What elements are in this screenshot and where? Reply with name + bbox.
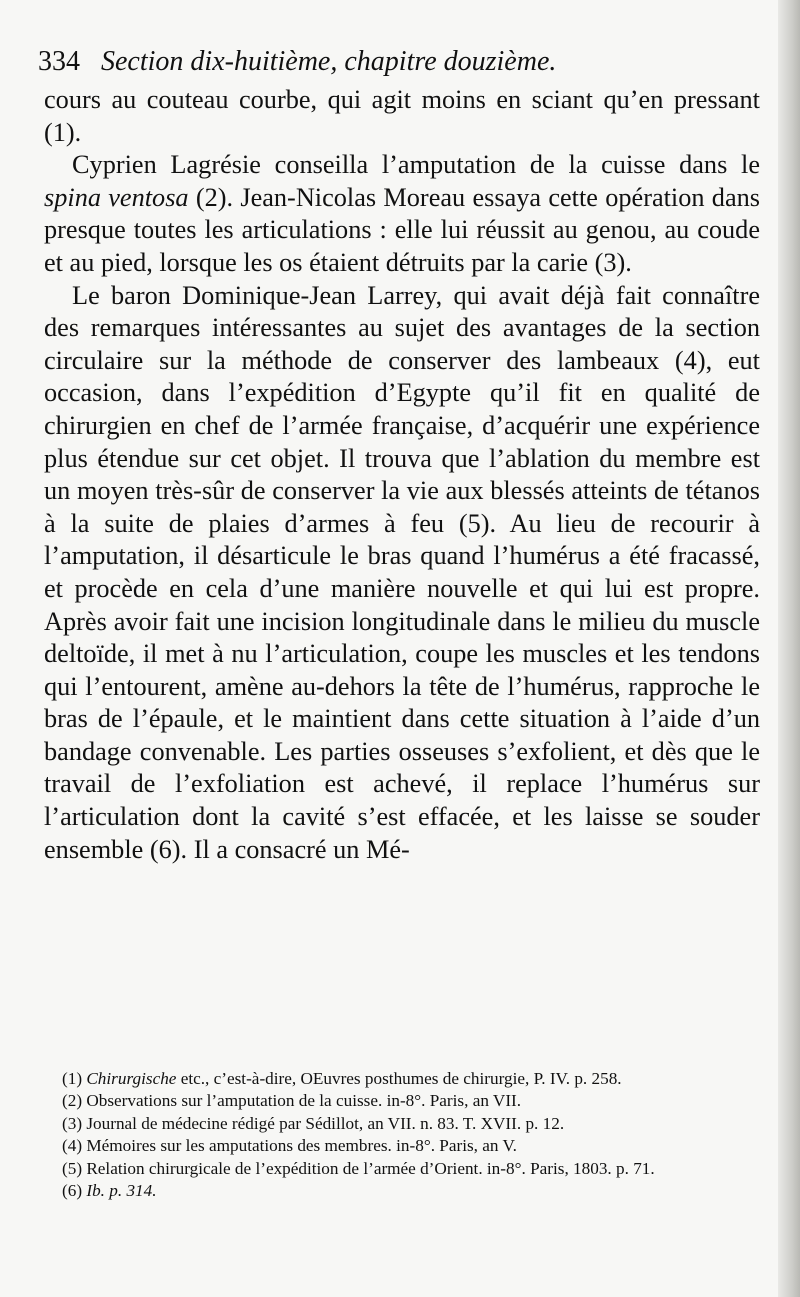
footnote-4-text: Mémoires sur les amputations des membres. in-8°. Paris, an V. bbox=[82, 1136, 517, 1156]
footnote-4 bbox=[44, 1135, 760, 1157]
footnote-1-marker: (1) bbox=[62, 1069, 83, 1088]
footnote-1-text: etc., c’est-à-dire, OEuvres posthumes de chirurgie, P. IV. p. 258. bbox=[176, 1069, 622, 1088]
footnotes bbox=[44, 1068, 760, 1202]
footnote-6 bbox=[44, 1180, 760, 1202]
footnote-3-marker: (3) bbox=[62, 1113, 83, 1133]
page-header bbox=[38, 42, 768, 82]
footnote-3-text: Journal de médecine rédigé par Sédillot, an VII. n. 83. T. XVII. p. 12. bbox=[82, 1113, 565, 1133]
footnote-2-marker: (2) bbox=[62, 1091, 83, 1111]
footnote-2-text: Observations sur l’amputation de la cuisse. in-8°. Paris, an VII. bbox=[82, 1091, 522, 1111]
footnote-1 bbox=[44, 1068, 760, 1090]
paragraph-1: cours au couteau courbe, qui agit moins en sciant qu’en pressant (1). bbox=[44, 85, 760, 147]
paragraph-3: Le baron Dominique-Jean Larrey, qui avait déjà fait connaître des remarques intéressantes au sujet des avantages de la section circulaire sur la méthode de conserver des lambeaux (4), eut occasion, dans l’expédition d’Egypte qu’il fit en qualité de chirurgien en chef de l’armée française, d’acquérir une expérience plus étendue sur cet objet. Il trouva que l’ablation du membre est un moyen très-sûr de conserver la vie aux blessés atteints de tétanos à la suite de plaies d’armes à feu (5). Au lieu de recourir à l’amputation, il désarticule le bras quand l’humérus a été fracassé, et procède en cela d’une manière nouvelle et qui lui est propre. Après avoir fait une incision longitudinale dans le milieu du muscle deltoïde, il met à nu l’articulation, coupe les muscles et les tendons qui l’entourent, amène au-dehors la tête de l’humérus, rapproche le bras de l’épaule, et le maintient dans cette situation à l’aide d’un bandage convenable. Les parties osseuses s’exfolient, et dès que le travail de l’exfoliation est achevé, il replace l’humérus sur l’articulation dont la cavité s’est effacée, et les laisse se souder ensemble (6). Il a consacré un Mé- bbox=[44, 280, 760, 864]
paragraph-2-italic: spina ventosa bbox=[44, 182, 189, 212]
paragraph-2-part-1: Cyprien Lagrésie conseilla l’amputation de la cuisse dans le bbox=[72, 150, 760, 180]
paragraph-2 bbox=[44, 149, 760, 279]
footnote-1-title: Chirurgische bbox=[86, 1069, 177, 1088]
footnote-3 bbox=[44, 1113, 760, 1135]
page-edge-shadow bbox=[778, 0, 800, 1297]
footnote-5-text: Relation chirurgicale de l’expédition de l’armée d’Orient. in-8°. Paris, 1803. p. 71. bbox=[82, 1158, 655, 1178]
running-head: Section dix-huitième, chapitre douzième. bbox=[101, 46, 557, 77]
footnote-4-marker: (4) bbox=[62, 1136, 83, 1156]
footnote-6-marker: (6) bbox=[62, 1181, 83, 1201]
main-text bbox=[44, 84, 760, 866]
footnote-5 bbox=[44, 1158, 760, 1180]
footnote-5-marker: (5) bbox=[62, 1158, 83, 1178]
footnote-2 bbox=[44, 1090, 760, 1112]
page-number: 334 bbox=[38, 46, 80, 77]
paragraph-2-part-2: (2). Jean-Nicolas Moreau essaya cette opération dans presque toutes les articulations : elle lui réussit au genou, au coude et au pied, lorsque les os étaient détruits par la carie (3). bbox=[44, 182, 760, 277]
footnote-6-reference: Ib. p. 314. bbox=[86, 1181, 157, 1201]
